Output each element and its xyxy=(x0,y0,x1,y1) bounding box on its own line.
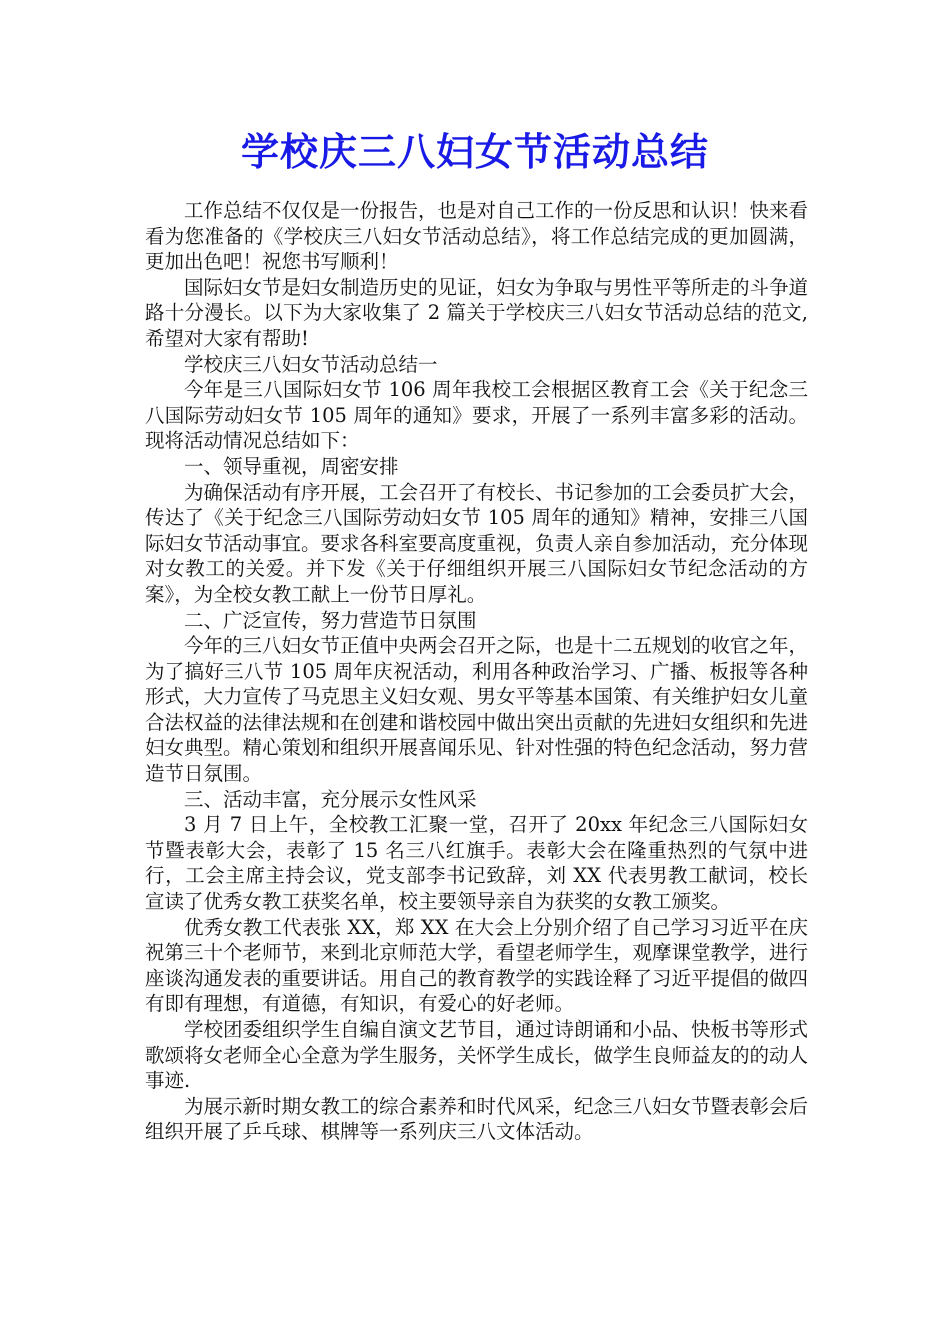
section-heading: 学校庆三八妇女节活动总结一 xyxy=(184,352,438,376)
intro-paragraph: 工作总结不仅仅是一份报告，也是对自己工作的一份反思和认识！快来看看为您准备的《学校庆三八妇女节活动总结》，将工作总结完成的更加圆满，更加出色吧！祝您书写顺利！ xyxy=(145,199,809,274)
body-paragraph: 3 月 7 日上午，全校教工汇聚一堂，召开了 20xx 年纪念三八国际妇女节暨表彰大会，表彰了 15 名三八红旗手。表彰大会在隆重热烈的气氛中进行，工会主席主持会议，党支部李书记致辞，刘 XX 代表男教工献词，校长宣读了优秀女教工获奖名单，校主要领导亲自为获奖的女教工颁奖。 xyxy=(145,813,808,914)
subsection-heading: 二、广泛宣传，努力营造节日氛围 xyxy=(184,608,477,632)
subsection-heading: 三、活动丰富，充分展示女性风采 xyxy=(184,787,477,811)
body-paragraph: 为确保活动有序开展，工会召开了有校长、书记参加的工会委员扩大会，传达了《关于纪念三八国际劳动妇女节 105 周年的通知》精神，安排三八国际妇女节活动事宜。要求各科室要高度重视，负责人亲自参加活动，充分体现对女教工的关爱。并下发《关于仔细组织开展三八国际妇女节纪念活动的方案》，为全校女教工献上一份节日厚礼。 xyxy=(145,480,809,606)
body-paragraph: 学校团委组织学生自编自演文艺节目，通过诗朗诵和小品、快板书等形式歌颂将女老师全心全意为学生服务，关怀学生成长，做学生良师益友的的动人事迹. xyxy=(145,1018,809,1093)
subsection-heading: 一、领导重视，周密安排 xyxy=(184,454,399,478)
body-paragraph: 今年的三八妇女节正值中央两会召开之际，也是十二五规划的收官之年，为了搞好三八节 105 周年庆祝活动，利用各种政治学习、广播、板报等各种形式，大力宣传了马克思主义妇女观、男女平等基本国策、有关维护妇女儿童合法权益的法律法规和在创建和谐校园中做出突出贡献的先进妇女组织和先进妇女典型。精心策划和组织开展喜闻乐见、针对性强的特色纪念活动，努力营造节日氛围。 xyxy=(145,634,809,786)
body-paragraph: 为展示新时期女教工的综合素养和时代风采，纪念三八妇女节暨表彰会后组织开展了乒乓球、棋牌等一系列庆三八文体活动。 xyxy=(145,1094,809,1144)
document-title: 学校庆三八妇女节活动总结 xyxy=(240,129,709,174)
body-paragraph: 优秀女教工代表张 XX，郑 XX 在大会上分别介绍了自己学习习近平在庆祝第三十个老师节，来到北京师范大学，看望老师学生，观摩课堂教学，进行座谈沟通发表的重要讲话。用自己的教育教学的实践诠释了习近平提倡的做四有即有理想，有道德，有知识，有爱心的好老师。 xyxy=(145,915,809,1016)
body-paragraph: 今年是三八国际妇女节 106 周年我校工会根据区教育工会《关于纪念三八国际劳动妇女节 105 周年的通知》要求，开展了一系列丰富多彩的活动。现将活动情况总结如下： xyxy=(145,378,808,453)
document-body xyxy=(145,198,808,1145)
intro-paragraph: 国际妇女节是妇女制造历史的见证，妇女为争取与男性平等所走的斗争道路十分漫长。以下为大家收集了 2 篇关于学校庆三八妇女节活动总结的范文,希望对大家有帮助! xyxy=(145,275,809,350)
